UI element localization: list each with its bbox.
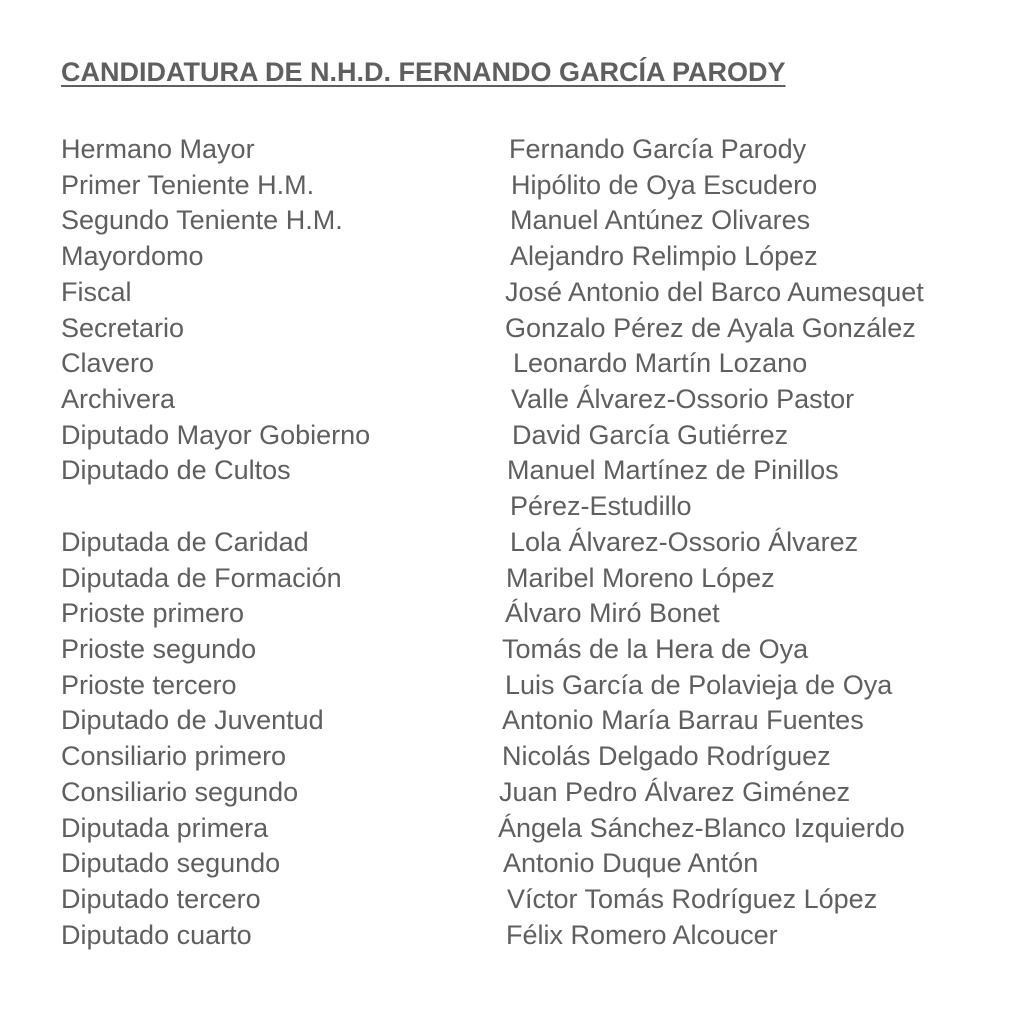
list-item (0, 524, 1012, 560)
role-label: Prioste segundo (61, 634, 257, 664)
list-item (0, 310, 1012, 346)
list-item (0, 738, 1012, 774)
list-item (0, 131, 1012, 167)
candidate-name: Manuel Antúnez Olivares (510, 205, 811, 235)
candidate-name: Valle Álvarez-Ossorio Pastor (511, 384, 855, 414)
list-item (0, 702, 1012, 738)
candidate-name: Nicolás Delgado Rodríguez (502, 741, 831, 771)
role-label: Diputado de Juventud (61, 705, 324, 735)
role-label: Diputada de Formación (61, 563, 342, 593)
candidate-name: Luis García de Polavieja de Oya (505, 670, 893, 700)
list-item (0, 560, 1012, 596)
role-label: Consiliario primero (61, 741, 287, 771)
list-item (0, 417, 1012, 453)
candidate-name: Félix Romero Alcoucer (506, 920, 778, 950)
candidate-name: Alejandro Relimpio López (510, 241, 818, 271)
role-label: Diputado cuarto (61, 920, 252, 950)
candidate-name: José Antonio del Barco Aumesquet (505, 277, 924, 307)
role-label: Consiliario segundo (61, 777, 299, 807)
list-item (0, 774, 1012, 810)
candidate-name: Antonio Duque Antón (503, 848, 759, 878)
candidate-name: Álvaro Miró Bonet (505, 598, 720, 628)
list-item (0, 167, 1012, 203)
candidate-name: Tomás de la Hera de Oya (502, 634, 809, 664)
role-label: Diputada primera (61, 813, 269, 843)
list-item (0, 881, 1012, 917)
list-item (0, 452, 1012, 488)
list-item (0, 202, 1012, 238)
role-label: Prioste primero (61, 598, 245, 628)
list-item (0, 917, 1012, 953)
list-item (0, 238, 1012, 274)
candidate-name: David García Gutiérrez (512, 420, 789, 450)
candidate-name: Ángela Sánchez-Blanco Izquierdo (498, 813, 905, 843)
role-label: Diputado segundo (61, 848, 281, 878)
list-item (0, 274, 1012, 310)
candidate-name: Manuel Martínez de Pinillos (507, 455, 839, 485)
role-label: Hermano Mayor (61, 134, 255, 164)
list-item (0, 381, 1012, 417)
list-item (0, 345, 1012, 381)
role-label: Clavero (61, 348, 155, 378)
list-item (0, 667, 1012, 703)
list-item (0, 845, 1012, 881)
list-item (0, 595, 1012, 631)
candidate-name: Lola Álvarez-Ossorio Álvarez (510, 527, 859, 557)
role-label: Mayordomo (61, 241, 204, 271)
candidate-name: Leonardo Martín Lozano (513, 348, 808, 378)
role-label: Diputado de Cultos (61, 455, 291, 485)
list-item (0, 631, 1012, 667)
candidate-name: Maribel Moreno López (506, 563, 775, 593)
role-label: Secretario (61, 313, 185, 343)
list-item (0, 488, 1012, 524)
candidate-name: Pérez-Estudillo (510, 491, 692, 521)
role-label: Diputada de Caridad (61, 527, 309, 557)
candidate-name: Hipólito de Oya Escudero (511, 170, 818, 200)
role-label: Primer Teniente H.M. (61, 170, 315, 200)
candidate-name: Antonio María Barrau Fuentes (502, 705, 864, 735)
candidate-name: Juan Pedro Álvarez Giménez (499, 777, 851, 807)
candidate-name: Víctor Tomás Rodríguez López (507, 884, 878, 914)
list-item (0, 810, 1012, 846)
role-label: Prioste tercero (61, 670, 237, 700)
page-title: CANDIDATURA DE N.H.D. FERNANDO GARCÍA PARODY (61, 57, 786, 87)
candidate-name: Fernando García Parody (509, 134, 807, 164)
role-label: Diputado tercero (61, 884, 261, 914)
role-label: Archivera (61, 384, 176, 414)
role-label: Segundo Teniente H.M. (61, 205, 343, 235)
role-label: Diputado Mayor Gobierno (61, 420, 371, 450)
candidate-name: Gonzalo Pérez de Ayala González (505, 313, 916, 343)
role-label: Fiscal (61, 277, 132, 307)
